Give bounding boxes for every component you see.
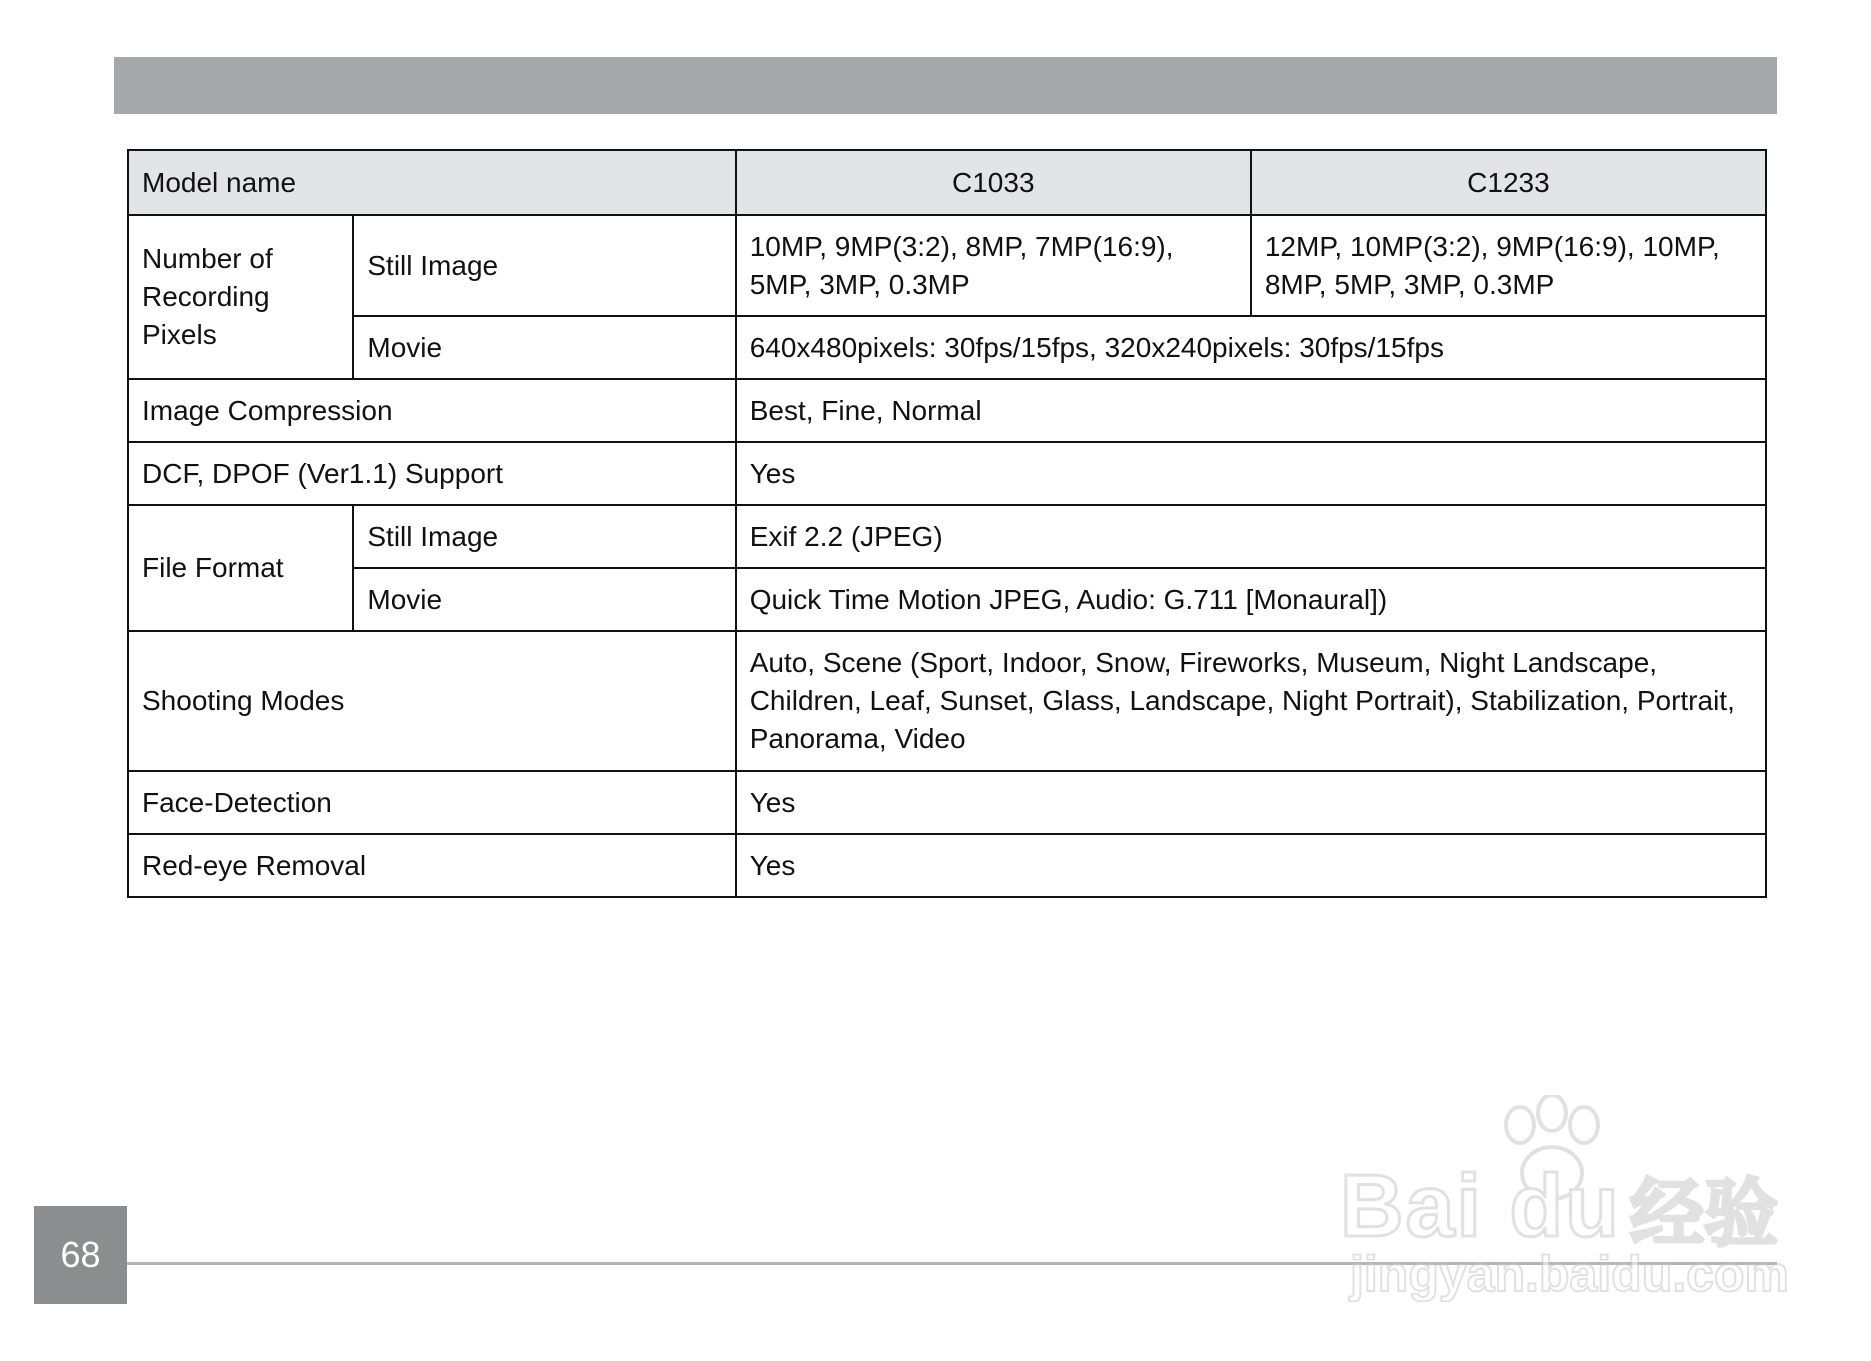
- model-c1233: C1233: [1251, 150, 1766, 215]
- movie-label: Movie: [353, 316, 735, 379]
- table-row: [128, 379, 1766, 442]
- watermark-url: jingyan.baidu.com: [1350, 1246, 1789, 1302]
- red-eye-label: Red-eye Removal: [128, 834, 736, 897]
- still-image-c1033: 10MP, 9MP(3:2), 8MP, 7MP(16:9), 5MP, 3MP, 0.3MP: [736, 215, 1251, 316]
- spec-table: [127, 149, 1767, 898]
- model-c1033: C1033: [736, 150, 1251, 215]
- image-compression-label: Image Compression: [128, 379, 736, 442]
- file-movie-label: Movie: [353, 568, 735, 631]
- face-detection-value: Yes: [736, 771, 1766, 834]
- dcf-dpof-value: Yes: [736, 442, 1766, 505]
- table-row: [128, 215, 1766, 316]
- shooting-modes-label: Shooting Modes: [128, 631, 736, 771]
- table-row: [128, 834, 1766, 897]
- movie-pixels-value: 640x480pixels: 30fps/15fps, 320x240pixels: 30fps/15fps: [736, 316, 1766, 379]
- image-compression-value: Best, Fine, Normal: [736, 379, 1766, 442]
- red-eye-value: Yes: [736, 834, 1766, 897]
- still-image-c1233: 12MP, 10MP(3:2), 9MP(16:9), 10MP, 8MP, 5MP, 3MP, 0.3MP: [1251, 215, 1766, 316]
- recording-pixels-label: Number of Recording Pixels: [128, 215, 353, 379]
- header-band: [114, 57, 1777, 114]
- table-header-row: [128, 150, 1766, 215]
- file-still-value: Exif 2.2 (JPEG): [736, 505, 1766, 568]
- page-number: 68: [34, 1206, 127, 1304]
- dcf-dpof-label: DCF, DPOF (Ver1.1) Support: [128, 442, 736, 505]
- table-row: [128, 316, 1766, 379]
- table-row: [128, 505, 1766, 568]
- table-row: [128, 442, 1766, 505]
- shooting-modes-value: Auto, Scene (Sport, Indoor, Snow, Fireworks, Museum, Night Landscape, Children, Leaf, Sunset, Glass, Landscape, Night Portrait), Stabilization, Portrait, Panorama, Video: [736, 631, 1766, 771]
- table-row: [128, 568, 1766, 631]
- file-format-label: File Format: [128, 505, 353, 631]
- file-still-label: Still Image: [353, 505, 735, 568]
- table-row: [128, 771, 1766, 834]
- watermark-cn-text: 经验: [1630, 1172, 1778, 1255]
- face-detection-label: Face-Detection: [128, 771, 736, 834]
- model-name-label: Model name: [128, 150, 736, 215]
- baidu-watermark: [1340, 1095, 1789, 1305]
- still-image-label: Still Image: [353, 215, 735, 316]
- file-movie-value: Quick Time Motion JPEG, Audio: G.711 [Monaural]): [736, 568, 1766, 631]
- watermark-logo-text: Bai du: [1340, 1156, 1621, 1255]
- table-row: [128, 631, 1766, 771]
